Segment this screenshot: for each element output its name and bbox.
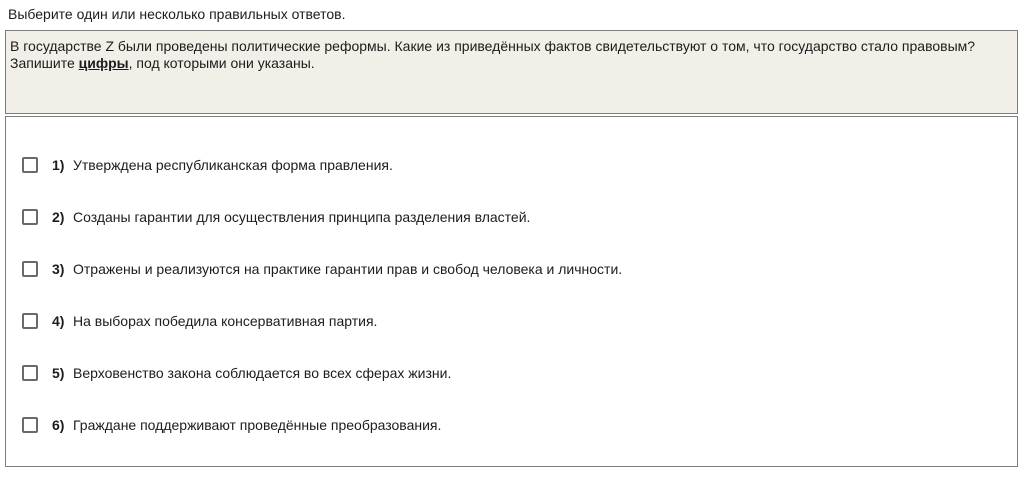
option-row-6[interactable] [6,399,1017,451]
instruction-text: Выберите один или несколько правильных ответов. [8,6,346,22]
option-checkbox-1[interactable] [22,157,38,173]
option-number: 2) [52,209,65,225]
option-row-1[interactable] [6,139,1017,191]
option-number: 4) [52,313,65,329]
option-label: Граждане поддерживают проведённые преобразования. [73,416,442,433]
option-number: 5) [52,365,65,381]
question-text-before: В государстве Z были проведены политические реформы. Какие из приведённых фактов свидетельствуют о том, что государство стало правовым? Запишите [10,38,976,71]
option-checkbox-2[interactable] [22,209,38,225]
option-checkbox-5[interactable] [22,365,38,381]
answer-options-list [5,116,1018,467]
option-label: Верховенство закона соблюдается во всех сферах жизни. [73,364,452,381]
option-row-3[interactable] [6,243,1017,295]
option-number: 6) [52,417,65,433]
option-row-4[interactable] [6,295,1017,347]
option-label: Созданы гарантии для осуществления принципа разделения властей. [73,208,531,225]
option-row-5[interactable] [6,347,1017,399]
option-row-2[interactable] [6,191,1017,243]
question-box [5,30,1018,114]
question-text-after: , под которыми они указаны. [128,55,315,71]
option-label: Отражены и реализуются на практике гарантии прав и свобод человека и личности. [73,260,623,277]
option-checkbox-4[interactable] [22,313,38,329]
option-checkbox-6[interactable] [22,417,38,433]
option-number: 3) [52,261,65,277]
option-checkbox-3[interactable] [22,261,38,277]
option-number: 1) [52,157,65,173]
question-text-emphasized: цифры [78,55,129,71]
option-label: На выборах победила консервативная партия. [73,312,378,329]
option-label: Утверждена республиканская форма правления. [73,156,393,173]
